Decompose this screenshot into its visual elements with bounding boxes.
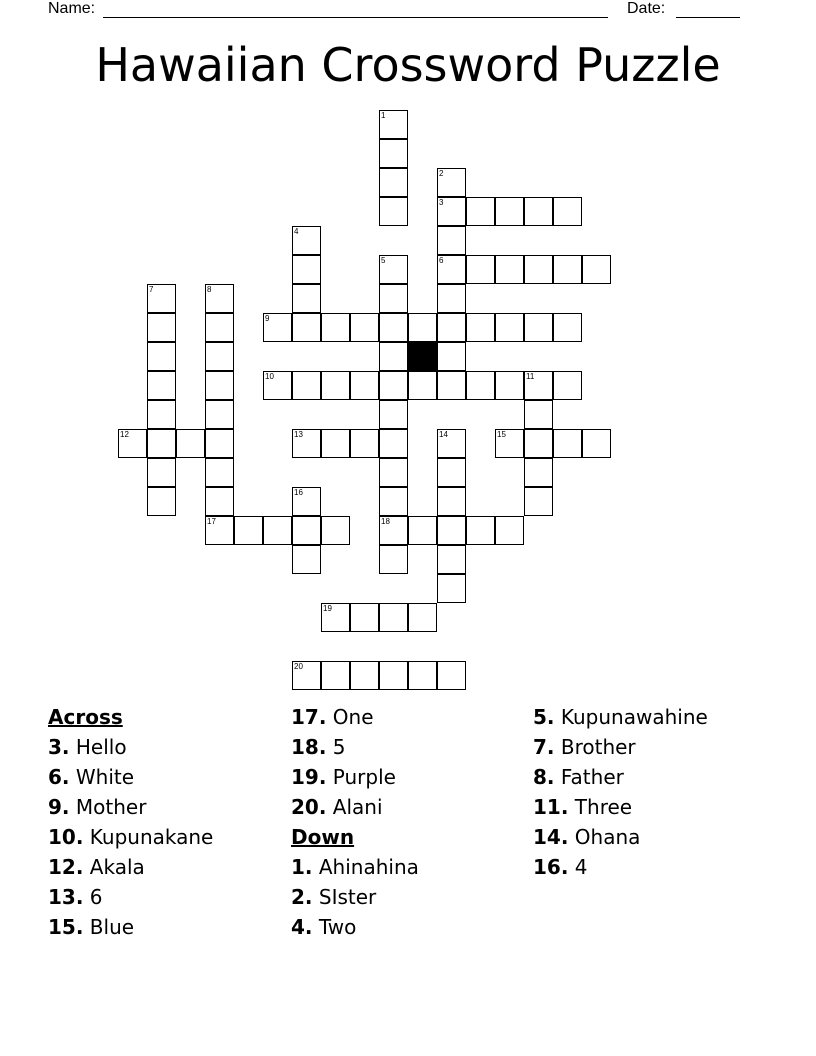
clue-number-label: 7	[149, 285, 154, 294]
grid-cell[interactable]	[147, 284, 176, 313]
clue-number-label: 17	[207, 517, 216, 526]
grid-cell[interactable]	[205, 487, 234, 516]
grid-cell[interactable]	[379, 487, 408, 516]
grid-cell[interactable]	[437, 487, 466, 516]
grid-cell[interactable]	[321, 429, 350, 458]
grid-cell[interactable]	[524, 400, 553, 429]
clue-text: White	[69, 765, 135, 789]
clue-number: 17.	[291, 705, 327, 729]
clue-number-label: 5	[381, 256, 386, 265]
grid-cell[interactable]	[466, 255, 495, 284]
clue-number: 5.	[533, 705, 555, 729]
grid-cell[interactable]	[437, 226, 466, 255]
grid-cell[interactable]	[292, 545, 321, 574]
grid-cell[interactable]	[292, 371, 321, 400]
grid-cell[interactable]	[379, 516, 408, 545]
across-clue	[48, 882, 288, 912]
across-clue	[291, 702, 531, 732]
grid-cell[interactable]	[379, 371, 408, 400]
clue-text: 5	[326, 735, 346, 759]
grid-cell[interactable]	[205, 313, 234, 342]
across-clue	[48, 822, 288, 852]
clue-number-label: 20	[294, 662, 303, 671]
across-clue	[48, 912, 288, 942]
grid-cell[interactable]	[292, 255, 321, 284]
grid-cell[interactable]	[118, 429, 147, 458]
down-clue	[291, 882, 531, 912]
grid-cell[interactable]	[495, 371, 524, 400]
grid-cell[interactable]	[524, 458, 553, 487]
down-clue	[533, 702, 773, 732]
clue-text: Ohana	[568, 825, 641, 849]
grid-cell[interactable]	[379, 197, 408, 226]
across-clue	[48, 762, 288, 792]
grid-cell[interactable]	[408, 371, 437, 400]
grid-cell[interactable]	[437, 574, 466, 603]
grid-cell[interactable]	[437, 429, 466, 458]
clue-number-label: 14	[439, 430, 448, 439]
grid-cell[interactable]	[350, 429, 379, 458]
grid-cell[interactable]	[379, 110, 408, 139]
across-clue	[291, 762, 531, 792]
grid-cell[interactable]	[524, 197, 553, 226]
clue-number: 13.	[48, 885, 84, 909]
grid-cell[interactable]	[437, 313, 466, 342]
clue-number-label: 11	[526, 372, 535, 381]
across-clue	[48, 732, 288, 762]
clue-text: Akala	[83, 855, 145, 879]
grid-cell[interactable]	[495, 516, 524, 545]
grid-cell[interactable]	[437, 168, 466, 197]
clue-text: 4	[568, 855, 588, 879]
grid-cell[interactable]	[321, 603, 350, 632]
grid-cell[interactable]	[205, 516, 234, 545]
grid-cell[interactable]	[553, 429, 582, 458]
across-clue	[291, 792, 531, 822]
clue-number: 20.	[291, 795, 327, 819]
clue-number-label: 9	[265, 314, 270, 323]
clue-text: Mother	[69, 795, 147, 819]
grid-cell[interactable]	[292, 226, 321, 255]
grid-cell[interactable]	[379, 342, 408, 371]
grid-cell[interactable]	[466, 313, 495, 342]
clue-number-label: 13	[294, 430, 303, 439]
name-label: Name:	[48, 0, 96, 17]
grid-cell[interactable]	[379, 400, 408, 429]
across-clue	[48, 852, 288, 882]
grid-cell[interactable]	[205, 284, 234, 313]
grid-cell[interactable]	[437, 197, 466, 226]
grid-cell[interactable]	[205, 400, 234, 429]
grid-cell[interactable]	[437, 255, 466, 284]
clue-text: Purple	[326, 765, 396, 789]
down-clue	[533, 792, 773, 822]
grid-cell[interactable]	[263, 516, 292, 545]
grid-cell[interactable]	[350, 603, 379, 632]
clue-text: Kupunakane	[83, 825, 214, 849]
clue-number: 15.	[48, 915, 84, 939]
clue-text: Two	[312, 915, 357, 939]
clue-text: Kupunawahine	[554, 705, 708, 729]
clue-number-label: 6	[439, 256, 444, 265]
clue-number: 4.	[291, 915, 313, 939]
across-clue	[48, 792, 288, 822]
clue-number: 11.	[533, 795, 569, 819]
grid-cell[interactable]	[292, 661, 321, 690]
grid-cell[interactable]	[321, 371, 350, 400]
clue-number-label: 18	[381, 517, 390, 526]
grid-cell[interactable]	[379, 313, 408, 342]
grid-cell[interactable]	[408, 313, 437, 342]
grid-cell[interactable]	[524, 371, 553, 400]
clue-text: SIster	[312, 885, 377, 909]
grid-cell[interactable]	[321, 661, 350, 690]
grid-cell[interactable]	[147, 371, 176, 400]
grid-cell[interactable]	[379, 661, 408, 690]
grid-cell[interactable]	[350, 371, 379, 400]
grid-cell[interactable]	[379, 284, 408, 313]
down-clue	[533, 822, 773, 852]
clue-text: Alani	[326, 795, 383, 819]
grid-cell[interactable]	[379, 545, 408, 574]
clue-text: Father	[554, 765, 624, 789]
grid-cell[interactable]	[437, 458, 466, 487]
clue-number: 6.	[48, 765, 70, 789]
grid-cell[interactable]	[292, 313, 321, 342]
grid-cell[interactable]	[408, 516, 437, 545]
grid-cell[interactable]	[379, 139, 408, 168]
grid-cell[interactable]	[205, 458, 234, 487]
grid-cell[interactable]	[147, 487, 176, 516]
clue-number-label: 19	[323, 604, 332, 613]
grid-cell[interactable]	[582, 255, 611, 284]
grid-cell[interactable]	[582, 429, 611, 458]
grid-cell[interactable]	[263, 313, 292, 342]
grid-cell[interactable]	[379, 458, 408, 487]
clue-number-label: 4	[294, 227, 299, 236]
black-cell	[408, 342, 437, 371]
grid-cell[interactable]	[437, 545, 466, 574]
grid-cell[interactable]	[379, 168, 408, 197]
grid-cell[interactable]	[205, 371, 234, 400]
grid-cell[interactable]	[495, 429, 524, 458]
clue-number: 1.	[291, 855, 313, 879]
clue-text: Hello	[69, 735, 127, 759]
clue-number: 9.	[48, 795, 70, 819]
grid-cell[interactable]	[147, 429, 176, 458]
grid-cell[interactable]	[466, 197, 495, 226]
grid-cell[interactable]	[350, 313, 379, 342]
clue-number: 12.	[48, 855, 84, 879]
clue-text: One	[326, 705, 374, 729]
grid-cell[interactable]	[553, 255, 582, 284]
grid-cell[interactable]	[408, 661, 437, 690]
clue-number: 19.	[291, 765, 327, 789]
grid-cell[interactable]	[292, 429, 321, 458]
grid-cell[interactable]	[495, 255, 524, 284]
clue-number: 14.	[533, 825, 569, 849]
grid-cell[interactable]	[379, 255, 408, 284]
page-title: Hawaiian Crossword Puzzle	[95, 38, 721, 92]
grid-cell[interactable]	[379, 429, 408, 458]
grid-cell[interactable]	[495, 197, 524, 226]
down-clue	[291, 912, 531, 942]
clue-number-label: 10	[265, 372, 274, 381]
clue-text: Three	[568, 795, 633, 819]
clue-number-label: 12	[120, 430, 129, 439]
clue-number-label: 8	[207, 285, 212, 294]
grid-cell[interactable]	[292, 284, 321, 313]
grid-cell[interactable]	[147, 458, 176, 487]
grid-cell[interactable]	[147, 313, 176, 342]
clue-number-label: 16	[294, 488, 303, 497]
grid-cell[interactable]	[437, 516, 466, 545]
grid-cell[interactable]	[524, 429, 553, 458]
grid-cell[interactable]	[466, 371, 495, 400]
grid-cell[interactable]	[495, 313, 524, 342]
across-clue	[291, 732, 531, 762]
grid-cell[interactable]	[350, 661, 379, 690]
grid-cell[interactable]	[205, 429, 234, 458]
date-label: Date:	[627, 0, 666, 17]
grid-cell[interactable]	[437, 661, 466, 690]
grid-cell[interactable]	[292, 516, 321, 545]
grid-cell[interactable]	[379, 603, 408, 632]
clue-number-label: 2	[439, 169, 444, 178]
clue-number: 7.	[533, 735, 555, 759]
clue-number-label: 3	[439, 198, 444, 207]
grid-cell[interactable]	[147, 400, 176, 429]
grid-cell[interactable]	[524, 487, 553, 516]
clue-text: 6	[83, 885, 103, 909]
clue-text: Ahinahina	[312, 855, 419, 879]
down-clue	[291, 852, 531, 882]
grid-cell[interactable]	[437, 284, 466, 313]
clue-column-2	[291, 702, 531, 942]
clue-number: 3.	[48, 735, 70, 759]
clue-number: 2.	[291, 885, 313, 909]
clue-number-label: 1	[381, 111, 386, 120]
grid-cell[interactable]	[292, 487, 321, 516]
grid-cell[interactable]	[205, 342, 234, 371]
grid-cell[interactable]	[176, 429, 205, 458]
down-clue	[533, 852, 773, 882]
grid-cell[interactable]	[147, 342, 176, 371]
grid-cell[interactable]	[437, 342, 466, 371]
grid-cell[interactable]	[321, 516, 350, 545]
clue-column-1	[48, 702, 288, 942]
clue-text: Brother	[554, 735, 636, 759]
grid-cell[interactable]	[524, 255, 553, 284]
clue-number: 10.	[48, 825, 84, 849]
clue-text: Blue	[83, 915, 135, 939]
down-heading: Down	[291, 825, 355, 849]
clue-number: 16.	[533, 855, 569, 879]
grid-cell[interactable]	[466, 516, 495, 545]
grid-cell[interactable]	[234, 516, 263, 545]
grid-cell[interactable]	[437, 371, 466, 400]
grid-cell[interactable]	[321, 313, 350, 342]
across-heading: Across	[48, 705, 123, 729]
grid-cell[interactable]	[524, 313, 553, 342]
clue-column-3	[533, 702, 773, 882]
grid-cell[interactable]	[553, 371, 582, 400]
clue-number-label: 15	[497, 430, 506, 439]
down-clue	[533, 762, 773, 792]
clue-number: 8.	[533, 765, 555, 789]
down-clue	[533, 732, 773, 762]
grid-cell[interactable]	[263, 371, 292, 400]
clue-number: 18.	[291, 735, 327, 759]
grid-cell[interactable]	[553, 313, 582, 342]
grid-cell[interactable]	[408, 603, 437, 632]
grid-cell[interactable]	[553, 197, 582, 226]
